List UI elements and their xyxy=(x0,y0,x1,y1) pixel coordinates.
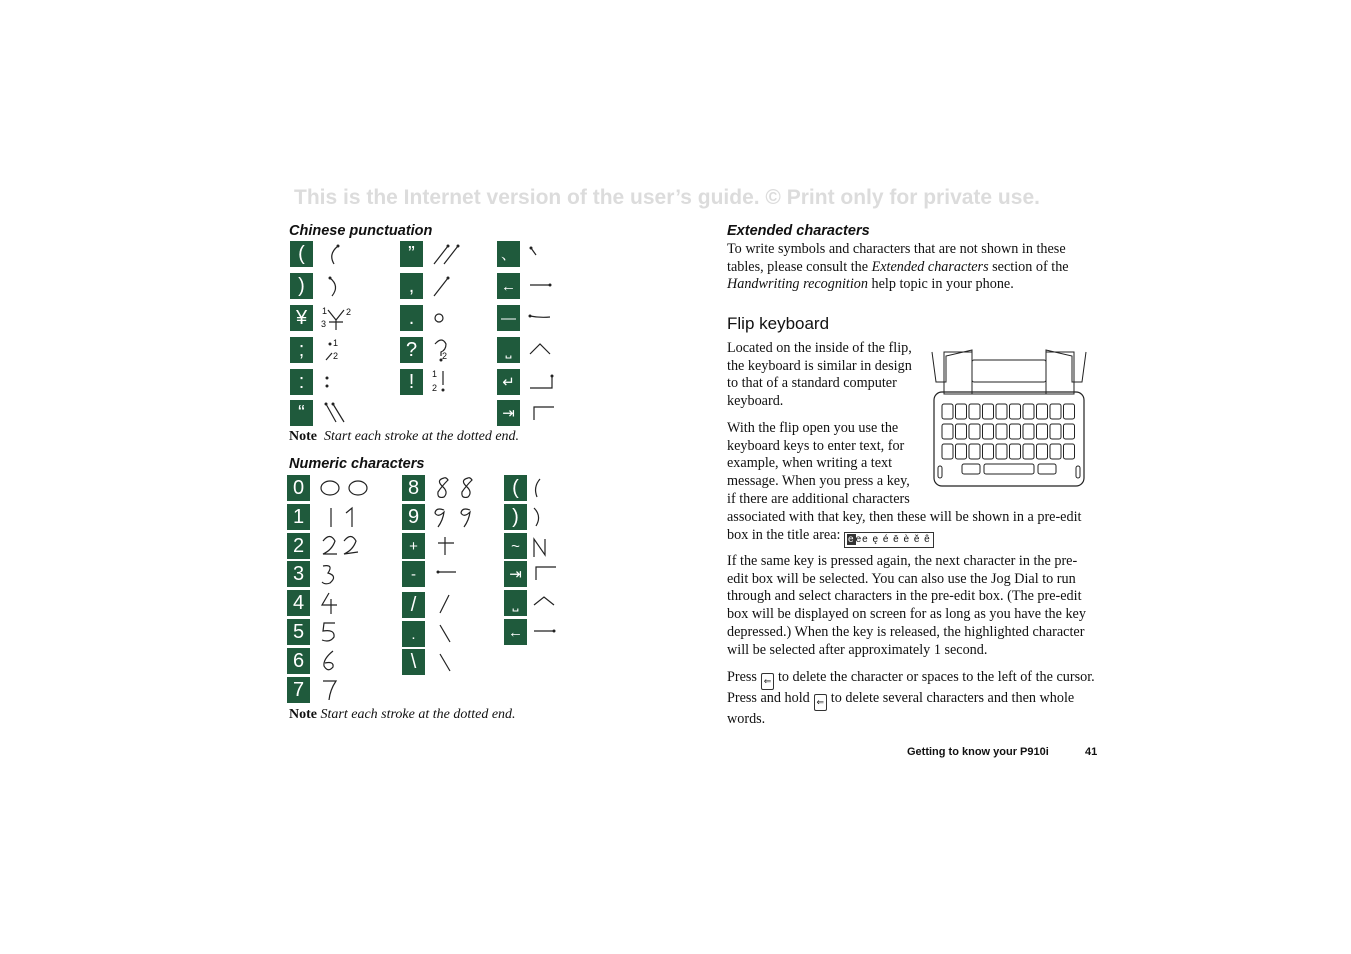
key-space: ⎵ xyxy=(497,337,520,363)
keyboard-key xyxy=(942,424,953,439)
key-8: 8 xyxy=(402,475,425,501)
stroke-8-icon xyxy=(434,476,478,500)
stroke-slash-icon xyxy=(437,593,453,617)
keyboard-key xyxy=(1023,444,1034,459)
key-semicolon: ; xyxy=(290,337,313,363)
preedit-selected: e xyxy=(848,533,855,545)
key-exclamation: ! xyxy=(400,369,423,395)
keyboard-key xyxy=(1050,404,1061,419)
keyboard-key xyxy=(956,424,967,439)
stroke-colon-icon xyxy=(324,370,334,394)
key-5: 5 xyxy=(287,619,310,645)
keyboard-key xyxy=(942,444,953,459)
keyboard-key xyxy=(956,444,967,459)
keyboard-key xyxy=(1037,444,1048,459)
key-num-space: ⎵ xyxy=(504,590,527,616)
key-close-paren: ) xyxy=(290,273,313,299)
keyboard-key xyxy=(1010,424,1021,439)
preedit-box xyxy=(844,532,934,548)
keyboard-key xyxy=(1010,404,1021,419)
keyboard-key xyxy=(956,404,967,419)
stroke-number: 2 xyxy=(432,383,438,393)
note-chinese xyxy=(289,429,519,445)
key-question: ? xyxy=(400,337,423,363)
chinese-punctuation-heading: Chinese punctuation xyxy=(289,223,433,239)
key-tab: ⇥ xyxy=(497,400,520,426)
keyboard-key xyxy=(1064,444,1075,459)
delete-key-icon: ⇐ xyxy=(761,673,774,690)
stroke-tab-icon xyxy=(530,404,556,422)
note-label: Note xyxy=(289,429,317,444)
stroke-comma-icon xyxy=(432,274,452,300)
note-text: Start each stroke at the dotted end. xyxy=(324,429,520,444)
stroke-5-icon xyxy=(320,620,340,644)
stroke-ideographic-comma-icon xyxy=(528,245,540,259)
stroke-open-quote-icon xyxy=(322,400,348,426)
keyboard-key xyxy=(969,424,980,439)
stroke-dot-icon xyxy=(437,622,453,646)
stroke-open-paren-icon xyxy=(324,242,344,268)
keyboard-key xyxy=(969,444,980,459)
keyboard-key xyxy=(1064,424,1075,439)
flip-paragraph-2b xyxy=(727,509,1097,548)
key-0: 0 xyxy=(287,475,310,501)
stroke-2-icon xyxy=(320,534,362,558)
stroke-space-icon xyxy=(528,340,554,358)
extended-characters-heading: Extended characters xyxy=(727,223,870,239)
text-segment: associated with that key, then these will be shown in a pre-edit box in the title area: xyxy=(727,509,1082,543)
key-period: . xyxy=(400,305,423,331)
key-open-quote: “ xyxy=(290,400,313,426)
keyboard-key xyxy=(996,444,1007,459)
key-6: 6 xyxy=(287,648,310,674)
keyboard-key xyxy=(1010,444,1021,459)
stroke-0-icon xyxy=(318,476,372,500)
text-segment: help topic in your phone. xyxy=(871,276,1014,293)
key-num-backspace: ← xyxy=(504,619,527,645)
key-comma: , xyxy=(400,273,423,299)
key-num-open-paren: ( xyxy=(504,475,527,501)
preedit-chars: ee ę é ē è ě ê xyxy=(855,533,931,545)
keyboard-key xyxy=(969,404,980,419)
stroke-number: 1 xyxy=(432,369,438,379)
text-emphasis: Extended characters xyxy=(871,258,989,275)
note-label: Note xyxy=(289,707,317,722)
keyboard-key xyxy=(1050,444,1061,459)
stroke-number: 2 xyxy=(333,351,339,361)
stroke-close-paren-icon xyxy=(324,274,344,300)
note-numeric xyxy=(289,707,516,723)
keyboard-key xyxy=(996,404,1007,419)
text-segment: To write symbols and characters that are not shown in these tables, please consult the xyxy=(727,241,1066,275)
stroke-period-icon xyxy=(432,308,448,328)
key-9: 9 xyxy=(402,504,425,530)
stroke-1-icon xyxy=(322,505,362,529)
flip-paragraph-1: Located on the inside of the flip, the keyboard is similar in design to that of a standard computer keyboard. xyxy=(727,340,912,410)
stroke-num-open-paren-icon xyxy=(530,477,544,501)
keyboard-key xyxy=(983,444,994,459)
footer-page-number: 41 xyxy=(1085,746,1098,758)
keyboard-key xyxy=(983,404,994,419)
stroke-9-icon xyxy=(432,505,476,529)
stroke-number: 2 xyxy=(346,307,352,317)
key-plus: + xyxy=(402,533,425,559)
flip-paragraph-4 xyxy=(727,669,1097,729)
text-segment: to delete several characters and then whole words. xyxy=(727,690,1075,727)
keyboard-key xyxy=(983,424,994,439)
stroke-num-tab-icon xyxy=(532,564,558,582)
key-tilde: ~ xyxy=(504,533,527,559)
key-slash: / xyxy=(402,592,425,618)
stroke-num-backspace-icon xyxy=(532,626,556,636)
stroke-number: 1 xyxy=(333,338,339,348)
note-text: Start each stroke at the dotted end. xyxy=(320,707,516,722)
keyboard-key xyxy=(1023,424,1034,439)
keyboard-key xyxy=(1037,404,1048,419)
key-num-close-paren: ) xyxy=(504,504,527,530)
keyboard-key xyxy=(1023,404,1034,419)
flip-keyboard-title: Flip keyboard xyxy=(727,314,830,333)
key-dash: — xyxy=(497,305,520,331)
key-backslash: \ xyxy=(402,649,425,675)
key-backspace: ← xyxy=(497,273,520,299)
key-dot: . xyxy=(402,621,425,647)
key-3: 3 xyxy=(287,561,310,587)
keyboard-key xyxy=(1064,404,1075,419)
keyboard-key xyxy=(1037,424,1048,439)
key-open-paren: ( xyxy=(290,241,313,267)
stroke-minus-icon xyxy=(436,568,458,578)
footer-section: Getting to know your P910i xyxy=(907,746,1049,758)
stroke-3-icon xyxy=(320,562,340,586)
stroke-dash-icon xyxy=(528,312,552,322)
text-segment: Press xyxy=(727,669,757,685)
flip-keyboard-illustration xyxy=(928,346,1090,495)
stroke-7-icon xyxy=(320,678,340,702)
text-segment: section of the xyxy=(992,258,1069,275)
key-1: 1 xyxy=(287,504,310,530)
stroke-6-icon xyxy=(320,649,340,673)
key-enter: ↵ xyxy=(497,369,520,395)
stroke-number: 3 xyxy=(321,319,327,329)
key-2: 2 xyxy=(287,533,310,559)
key-4: 4 xyxy=(287,590,310,616)
stroke-num-space-icon xyxy=(532,593,558,609)
keyboard-key xyxy=(996,424,1007,439)
text-segment: to delete the character or spaces to the left of the cursor. Press and hold xyxy=(727,669,1095,706)
extended-characters-text xyxy=(727,241,1097,294)
stroke-number: 1 xyxy=(322,306,328,316)
key-7: 7 xyxy=(287,677,310,703)
key-ideographic-comma: 、 xyxy=(497,241,520,267)
stroke-number: 2 xyxy=(442,351,448,361)
numeric-characters-heading: Numeric characters xyxy=(289,456,425,472)
key-minus: - xyxy=(402,561,425,587)
keyboard-key xyxy=(1050,424,1061,439)
stroke-plus-icon xyxy=(436,535,456,557)
delete-key-icon: ⇐ xyxy=(814,694,827,711)
keyboard-key xyxy=(942,404,953,419)
key-colon: : xyxy=(290,369,313,395)
stroke-enter-icon xyxy=(528,374,556,392)
flip-paragraph-2a: With the flip open you use the keyboard keys to enter text, for example, when writing a text message. When you press a key, if there are additional characters xyxy=(727,420,910,507)
flip-paragraph-3: If the same key is pressed again, the next character in the pre-edit box will be selected. You can also use the Jog Dial to run through and select characters in the pre-edit box. (The pre-edit box will be displayed on screen for as long as you have the key depressed.) When the key is released, the highlighted character will be selected after approximately 1 second. xyxy=(727,553,1086,658)
stroke-num-close-paren-icon xyxy=(530,506,544,530)
stroke-4-icon xyxy=(320,591,340,615)
watermark: This is the Internet version of the user’s guide. © Print only for private use. xyxy=(294,186,1040,209)
stroke-backslash-icon xyxy=(437,651,453,675)
key-yen: ¥ xyxy=(290,305,313,331)
text-emphasis: Handwriting recognition xyxy=(727,276,868,293)
key-close-quote: ” xyxy=(400,241,423,267)
stroke-backspace-icon xyxy=(528,280,552,290)
stroke-tilde-icon xyxy=(530,535,550,559)
stroke-close-quote-icon xyxy=(432,242,462,268)
key-num-tab: ⇥ xyxy=(504,561,527,587)
